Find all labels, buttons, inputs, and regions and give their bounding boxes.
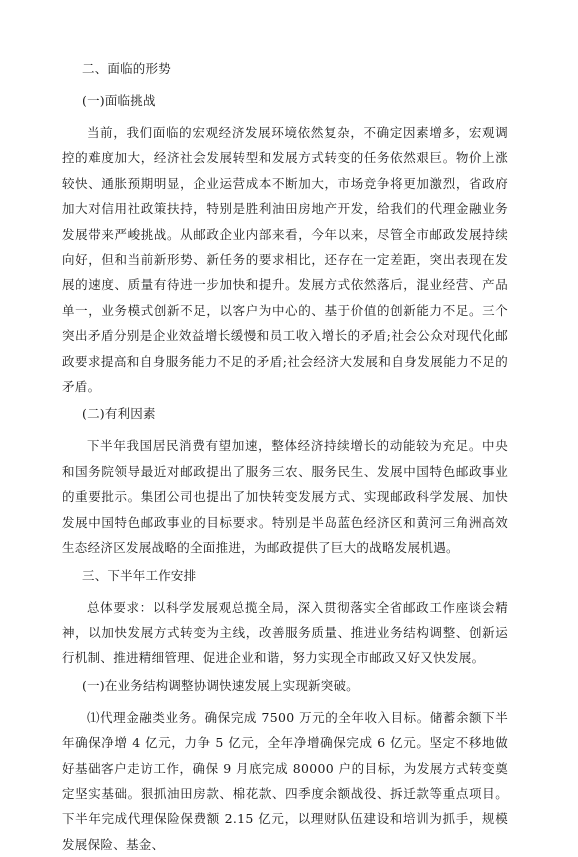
paragraph-favorable-factors: 下半年我国居民消费有望加速，整体经济持续增长的动能较为充足。中央和国务院领导最近对邮政提出了服务三农、服务民生、发展中国特色邮政事业的重要批示。集团公司也提出了加快转变发展方式、实现邮政科学发展、加快发展中国特色邮政事业的目标要求。特别是半岛蓝色经济区和黄河三角洲高效生态经济区发展战略的全面推进，为邮政提供了巨大的战略发展机遇。 bbox=[62, 438, 508, 556]
subheading-favorable-factors: (二)有利因素 bbox=[82, 406, 156, 422]
paragraph-financial-agency: ⑴代理金融类业务。确保完成 7500 万元的全年收入目标。储蓄余额下半年确保净增 4 亿元，力争 5 亿元，全年净增确保完成 6 亿元。坚定不移地做好基础客户走访工作，确保 9 月底完成 80000 户的目标，为发展方式转变奠定坚实基础。狠抓油田房款、棉花款、四季度余额战役、拆迁款等重点项目。下半年完成代理保险保费额 2.15 亿元，以理财队伍建设和培训为抓手，规模发展保险、基金、 bbox=[62, 709, 508, 852]
section-heading-work-plan: 三、下半年工作安排 bbox=[82, 567, 197, 583]
section-heading-situation: 二、面临的形势 bbox=[82, 61, 171, 76]
subheading-structure-adjustment: (一)在业务结构调整协调快速发展上实现新突破。 bbox=[82, 677, 359, 693]
subheading-challenges: (一)面临挑战 bbox=[82, 93, 156, 108]
paragraph-challenges: 当前，我们面临的宏观经济发展环境依然复杂，不确定因素增多，宏观调控的难度加大，经济社会发展转型和发展方式转变的任务依然艰巨。物价上涨较快、通胀预期明显，企业运营成本不断加大，市场竞争将更加激烈，省政府加大对信用社政策扶持，特别是胜利油田房地产开发，给我们的代理金融业务发展带来严峻挑战。从邮政企业内部来看，今年以来，尽管全市邮政发展持续向好，但和当前新形势、新任务的要求相比，还存在一定差距，突出表现在发展的速度、质量有待进一步加快和提升。发展方式依然落后，混业经营、产品单一，业务模式创新不足，以客户为中心的、基于价值的创新能力不足。三个突出矛盾分别是企业效益增长缓慢和员工收入增长的矛盾;社会公众对现代化邮政要求提高和自身服务能力不足的矛盾;社会经济大发展和自身发展能力不足的矛盾。 bbox=[62, 125, 508, 395]
paragraph-overall-requirements: 总体要求：以科学发展观总揽全局，深入贯彻落实全省邮政工作座谈会精神，以加快发展方式转变为主线，改善服务质量、推进业务结构调整、创新运行机制、推进精细管理、促进企业和谐，努力实现全市邮政又好又快发展。 bbox=[62, 599, 508, 666]
